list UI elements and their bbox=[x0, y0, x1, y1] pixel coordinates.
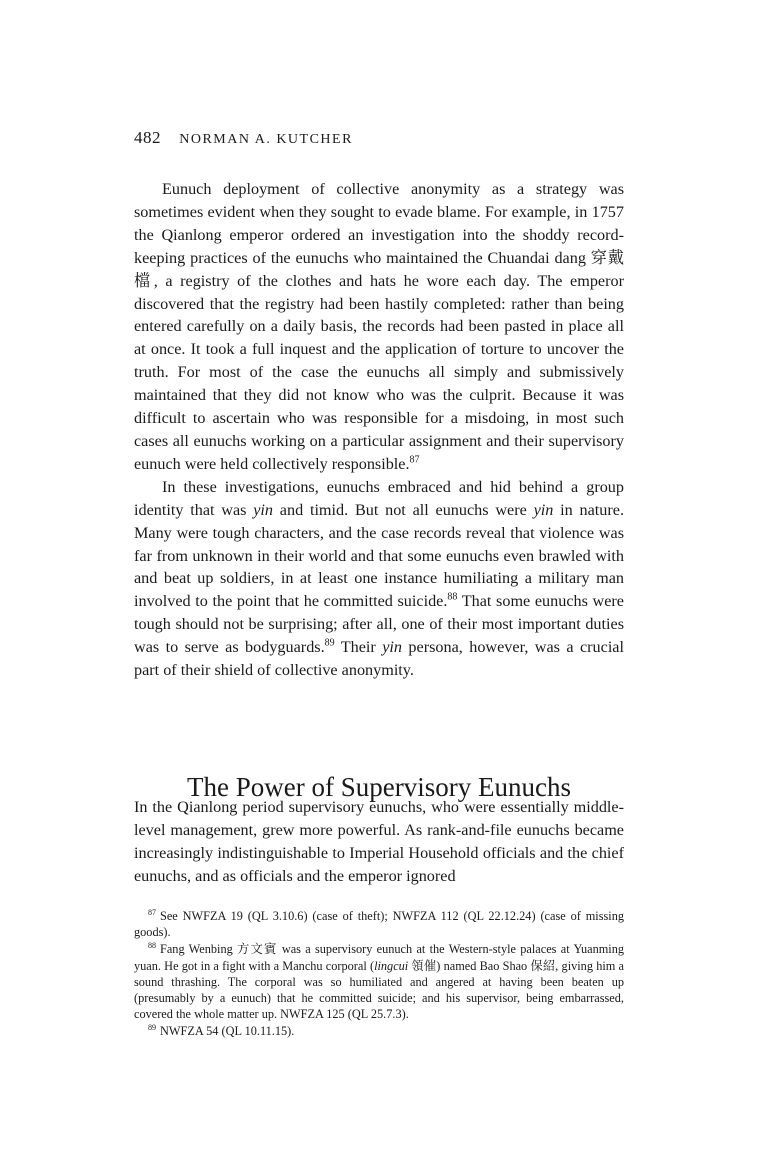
text-run: 領催) named Bao Shao 保紹, giving him a sound thrashing. The corporal was so humiliated and angered at having been beaten up (presumably by a eunuch) that he committed suicide; and his supervisor, being embarrassed, covered the whole matter up. NWFZA 125 (QL 25.7.3). bbox=[134, 958, 624, 1022]
footnote-number: 88 bbox=[148, 941, 156, 951]
section-paragraph: In the Qianlong period supervisory eunuchs, who were essentially middle-level management, grew more powerful. As rank-and-file eunuchs became increasingly indistinguishable to Imperial Household officials and the chief eunuchs, and as officials and the emperor ignored bbox=[134, 798, 624, 885]
footnote bbox=[134, 941, 624, 1022]
text-run: In these investigations, eunuchs embraced and hid behind a group identity that was bbox=[134, 477, 624, 519]
footnote-reference: 89 bbox=[324, 637, 335, 649]
text-run: and timid. But not all eunuchs were bbox=[273, 500, 534, 519]
italic-term: yin bbox=[382, 638, 403, 657]
running-head-author: NORMAN A. KUTCHER bbox=[179, 132, 353, 147]
footnote bbox=[134, 1023, 624, 1039]
running-head bbox=[134, 128, 353, 148]
section-text bbox=[134, 796, 624, 888]
paragraph bbox=[134, 476, 624, 682]
text-run: persona, however, was a crucial part of their shield of collective anonymity. bbox=[134, 638, 624, 680]
text-run: NWFZA 54 (QL 10.11.15). bbox=[160, 1024, 295, 1039]
footnotes bbox=[134, 908, 624, 1041]
footnote bbox=[134, 908, 624, 940]
text-run: See NWFZA 19 (QL 3.10.6) (case of theft); NWFZA 112 (QL 22.12.24) (case of missing goods). bbox=[134, 909, 624, 940]
text-run: Fang Wenbing 方文賓 was a supervisory eunuch at the Western-style palaces at Yuanming yuan. He got in a fight with a Manchu corporal ( bbox=[134, 942, 624, 973]
body-text bbox=[134, 178, 624, 682]
italic-term: lingcui bbox=[374, 958, 409, 973]
footnote-reference: 88 bbox=[447, 591, 458, 603]
italic-term: yin bbox=[533, 500, 554, 519]
italic-term: yin bbox=[253, 500, 274, 519]
text-run: That some eunuchs were tough should not be surprising; after all, one of their most important duties was to serve as bodyguards. bbox=[134, 592, 624, 657]
text-run: Their bbox=[334, 638, 383, 657]
footnote-number: 89 bbox=[148, 1023, 156, 1033]
text-run: Eunuch deployment of collective anonymity as a strategy was sometimes evident when they sought to evade blame. For example, in 1757 the Qianlong emperor ordered an investigation into the shoddy record-keeping practices of the eunuchs who maintained the Chuandai dang 穿戴檔, a registry of the clothes and hats he wore each day. The emperor discovered that the registry had been hastily completed: rather than being entered carefully on a daily basis, the records had been pasted in place all at once. It took a full inquest and the application of torture to uncover the truth. For most of the case the eunuchs all simply and submissively maintained that they did not know who was the culprit. Because it was difficult to ascertain who was responsible for a misdoing, in most such cases all eunuchs working on a particular assignment and their supervisory eunuch were held collectively responsible. bbox=[134, 180, 624, 473]
footnote-number: 87 bbox=[148, 907, 156, 917]
paragraph bbox=[134, 178, 624, 476]
page-number: 482 bbox=[134, 128, 161, 147]
footnote-reference: 87 bbox=[409, 454, 420, 466]
section-heading: The Power of Supervisory Eunuchs bbox=[187, 772, 571, 803]
text-run: in nature. Many were tough characters, and the case records reveal that violence was far from unknown in their world and that some eunuchs even brawled with and beat up soldiers, in at least one instance humiliating a military man involved to the point that he committed suicide. bbox=[134, 500, 624, 611]
